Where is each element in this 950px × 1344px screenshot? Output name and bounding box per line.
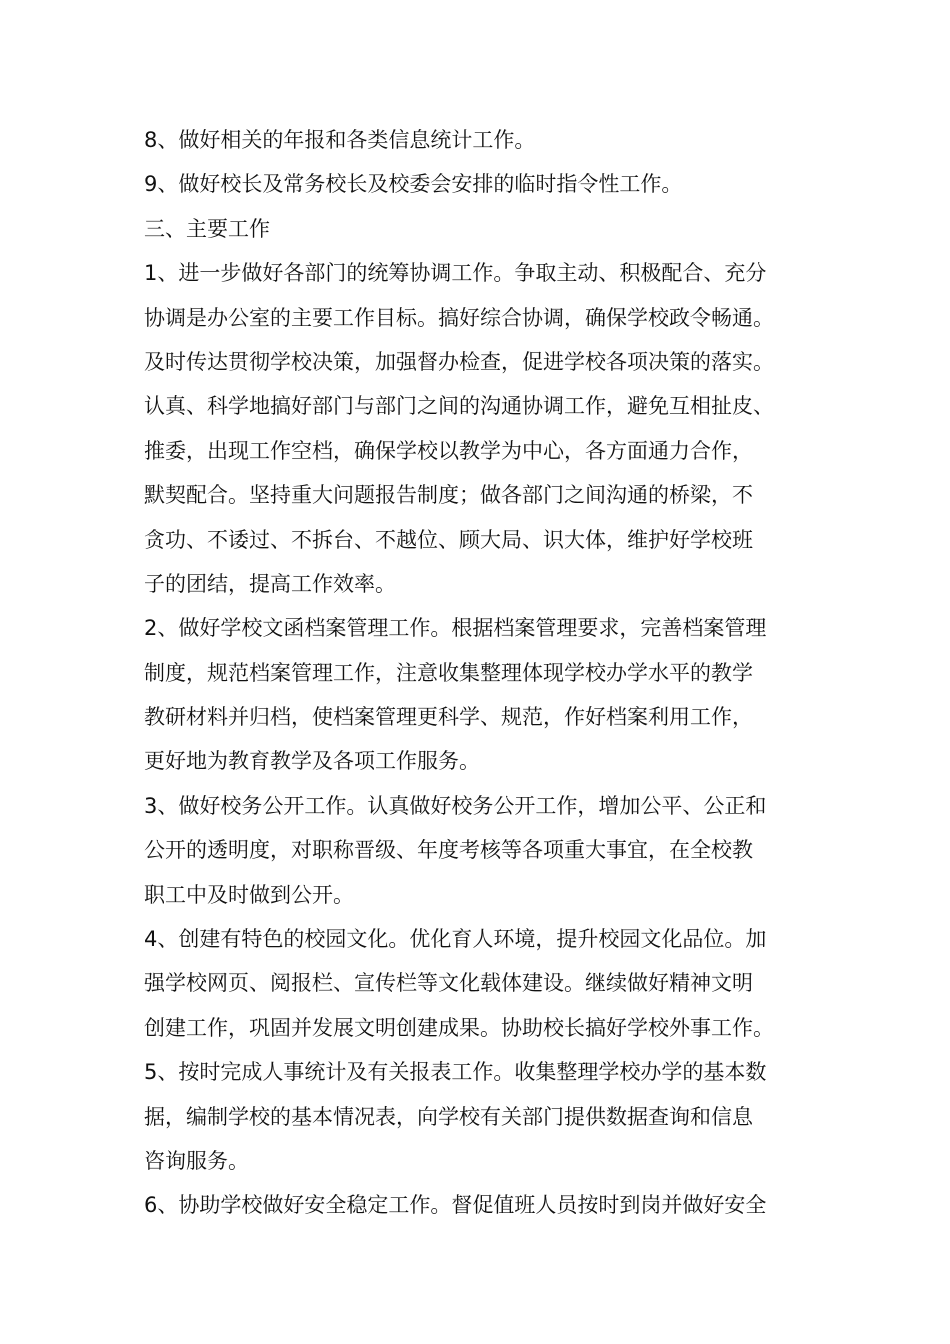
text-line: 制度，规范档案管理工作，注意收集整理体现学校办学水平的教学	[144, 660, 753, 685]
text-line: 强学校网页、阅报栏、宣传栏等文化载体建设。继续做好精神文明	[144, 971, 753, 996]
text-line: 3、做好校务公开工作。认真做好校务公开工作，增加公平、公正和	[144, 793, 767, 818]
text-line: 2、做好学校文函档案管理工作。根据档案管理要求，完善档案管理	[144, 616, 767, 641]
text-line: 6、协助学校做好安全稳定工作。督促值班人员按时到岗并做好安全	[144, 1193, 767, 1218]
text-line: 更好地为教育教学及各项工作服务。	[144, 749, 480, 774]
text-line: 创建工作，巩固并发展文明创建成果。协助校长搞好学校外事工作。	[144, 1015, 774, 1040]
paragraph-item-8	[144, 118, 819, 162]
text-line: 贪功、不诿过、不拆台、不越位、顾大局、识大体，维护好学校班	[144, 527, 753, 552]
paragraph-work-3	[144, 784, 819, 917]
text-line: 4、创建有特色的校园文化。优化育人环境，提升校园文化品位。加	[144, 927, 767, 952]
text-line: 及时传达贯彻学校决策，加强督办检查，促进学校各项决策的落实。	[144, 349, 774, 374]
text-line: 公开的透明度，对职称晋级、年度考核等各项重大事宜，在全校教	[144, 838, 753, 863]
paragraph-work-2	[144, 606, 819, 784]
text-line: 协调是办公室的主要工作目标。搞好综合协调，确保学校政令畅通。	[144, 305, 774, 330]
paragraph-item-9	[144, 162, 819, 206]
document-body	[144, 118, 819, 1228]
text-line: 9、做好校长及常务校长及校委会安排的临时指令性工作。	[144, 172, 683, 197]
text-line: 职工中及时做到公开。	[144, 882, 354, 907]
text-line: 子的团结，提高工作效率。	[144, 571, 396, 596]
text-line: 默契配合。坚持重大问题报告制度；做各部门之间沟通的桥梁，不	[144, 483, 753, 508]
section-heading: 三、主要工作	[144, 216, 270, 241]
text-line: 咨询服务。	[144, 1148, 249, 1173]
text-line: 推委，出现工作空档，确保学校以教学为中心，各方面通力合作，	[144, 438, 753, 463]
paragraph-work-4	[144, 917, 819, 1050]
paragraph-work-5	[144, 1050, 819, 1183]
text-line: 5、按时完成人事统计及有关报表工作。收集整理学校办学的基本数	[144, 1060, 767, 1085]
section-heading-main-work	[144, 207, 819, 251]
text-line: 教研材料并归档，使档案管理更科学、规范，作好档案利用工作，	[144, 705, 753, 730]
text-line: 认真、科学地搞好部门与部门之间的沟通协调工作，避免互相扯皮、	[144, 394, 774, 419]
text-line: 1、进一步做好各部门的统筹协调工作。争取主动、积极配合、充分	[144, 261, 767, 286]
paragraph-work-1	[144, 251, 819, 606]
paragraph-work-6	[144, 1183, 819, 1227]
text-line: 8、做好相关的年报和各类信息统计工作。	[144, 128, 536, 152]
text-line: 据，编制学校的基本情况表，向学校有关部门提供数据查询和信息	[144, 1104, 753, 1129]
